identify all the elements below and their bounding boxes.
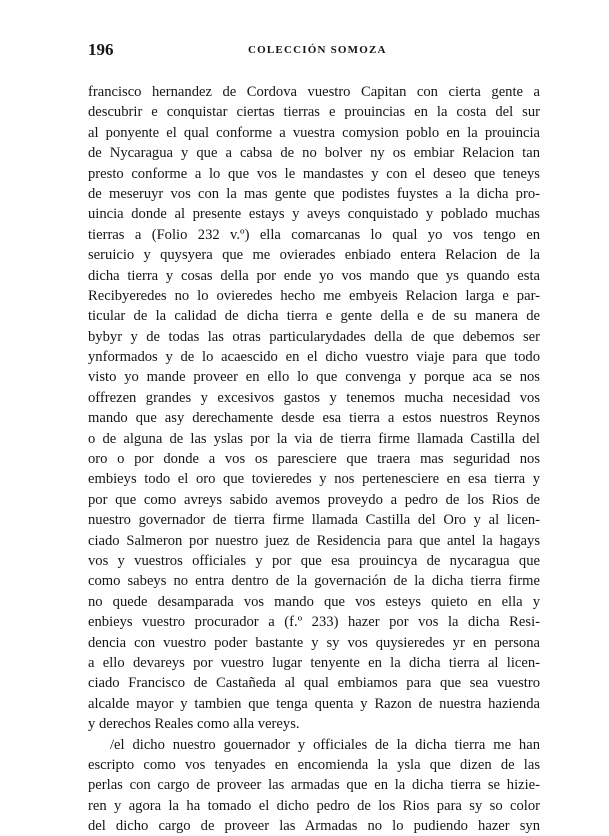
text-line: uincia donde al presente estays y aveys conquistado y poblado muchas [88,206,540,223]
text-line: oro o por donde a vos os paresciere que traera mas seguridad nos [88,451,540,468]
running-head: COLECCIÓN SOMOZA [248,44,387,56]
text-line: a ello devareys por vuestro lugar tenyente en la dicha tierra al licen- [88,654,540,671]
page-header [88,40,538,64]
body-text [88,82,540,836]
text-line: alcalde mayor y tambien que tenga quenta y Razon de nuestra hazienda [88,695,540,712]
text-line: mando que asy derechamente desde esa tierra a estos nuestros Reynos [88,410,540,427]
text-line: /el dicho nuestro gouernador y officiales de la dicha tierra me han [110,736,540,753]
text-line: y derechos Reales como alla vereys. [88,716,300,733]
text-line: Recibyeredes no lo ovieredes hecho me embyeis Relacion larga e par- [88,287,540,304]
text-line: ticular de la calidad de dicha tierra e gente della e de su manera de [88,308,540,325]
text-line: bybyr y de todas las otras particularydades della de que debemos ser [88,328,540,345]
text-line: nuestro governador de tierra firme llamada Castilla del Oro y al licen- [88,512,540,529]
text-line: ciado Francisco de Castañeda al qual embiamos para que sea vuestro [88,675,540,692]
text-line: descubrir e conquistar ciertas tierras e prouincias en la costa del sur [88,104,540,121]
text-line: de meseruyr vos con la mas gente que podistes fuystes a la dicha pro- [88,185,540,202]
text-line: dencia con vuestro poder bastante y sy vos quysieredes yr en persona [88,634,540,651]
text-line: offrezen grandes y excesivos gastos y tenemos mucha necesidad vos [88,389,540,406]
text-line: presto conforme a lo que vos le mandastes y con el deseo que teneys [88,165,540,182]
text-line: perlas con cargo de proveer las armadas que en la dicha tierra se hizie- [88,777,540,794]
text-line: dicha tierra y cosas della por ende yo vos mando que ys quando esta [88,267,540,284]
text-line: vos y vuestros officiales y por que esa prouincya de nycaragua que [88,552,540,569]
text-line: embieys todo el oro que tovieredes y nos pertenesciere en esa tierra y [88,471,540,488]
text-line: como sabeys no entra dentro de la governación de la dicha tierra firme [88,573,540,590]
text-line: no quede desamparada vos mando que vos esteys quieto en ella y [88,593,540,610]
text-line: ynformados y de lo acaescido en el dicho vuestro viaje para que todo [88,349,540,366]
text-line: francisco hernandez de Cordova vuestro Capitan con cierta gente a [88,84,540,100]
text-line: escripto como vos tenyades en encomienda la ysla que dizen de las [88,756,540,773]
text-line: ren y agora la ha tomado el dicho pedro de los Rios para sy so color [88,797,540,814]
text-line: al ponyente el qual conforme a vuestra comysion poblo en la prouincia [88,124,540,141]
text-line: o de alguna de las yslas por la via de tierra firme llamada Castilla del [88,430,540,447]
page-number: 196 [88,40,114,59]
text-line: tierras a (Folio 232 v.º) ella comarcanas lo qual yo vos tengo en [88,226,540,243]
text-line: visto yo mande proveer en ello lo que convenga y porque aca se nos [88,369,540,386]
text-line: de Nycaragua y que a cabsa de no bolver ny os embiar Relacion tan [88,145,540,162]
text-line: por que como avreys sabido avemos proveydo a pedro de los Rios de [88,491,540,508]
text-line: ciado Salmeron por nuestro juez de Residencia para que antel la hagays [88,532,540,549]
text-line: del dicho cargo de proveer las Armadas no lo pudiendo hazer syn [88,818,540,835]
text-line: seruicio y quysyera que me ovierades enbiado entera Relacion de la [88,247,540,264]
text-line: enbieys vuestro procurador a (f.º 233) hazer por vos la dicha Resi- [88,614,540,631]
